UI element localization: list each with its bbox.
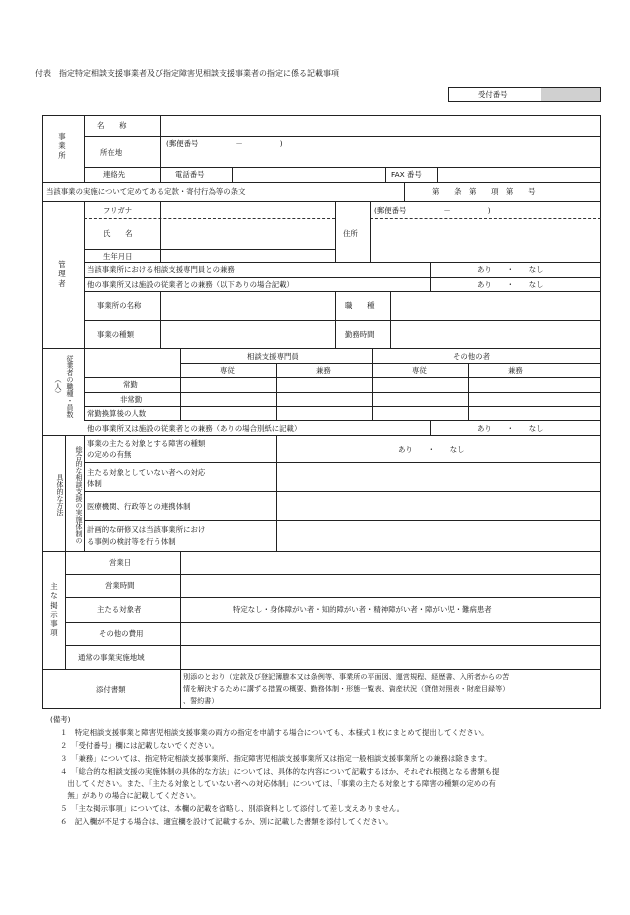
other-dual-header: 兼務 [508,366,523,375]
dual-specialist-choice[interactable]: あり ・ なし [477,265,544,274]
method-section-b: 総合的な相談支援の実施体制の [75,446,83,544]
office-contact-label: 連絡先 [103,170,126,179]
specialist-dual-header: 兼務 [316,366,331,375]
concurrent-label: 他の事業所又は施設の従業者との兼務（ありの場合別紙に記載） [87,424,302,433]
dual-specialist-label: 当該事業所における相談支援専門員との兼務 [87,265,235,274]
note-4c: 無」がありの場合に記載してください。 [60,791,201,800]
other-full-header: 専従 [412,366,427,375]
attach-line3: 、誓約書） [183,696,219,705]
note-4a: ４ 「総合的な相談支援の実施体制の具体的な方法」については、具体的な内容について記載するほか、それぞれ根拠となる書類も提 [60,767,500,776]
specialist-full-header: 専従 [220,366,235,375]
note-6: ６ 記入欄が不足する場合は、適宜欄を設けて記載するか、別に記載した書類を添付してください。 [60,817,393,826]
concurrent-choice[interactable]: あり ・ なし [477,424,544,433]
manager-section-label: 管理者 [58,260,66,288]
specialist-header: 相談支援専門員 [247,352,299,361]
training-line2: る事例の検討等を行う体制 [87,537,176,546]
nontarget-line2: 体制 [87,479,102,488]
target-line1: 事業の主たる対象とする障害の種類 [87,439,206,448]
note-1: １ 特定相談支援事業と障害児相談支援事業の両方の指定を申請する場合についても、本様式１枚にまとめて提出してください。 [60,728,489,737]
main-target-value[interactable]: 特定なし・身体障がい者・知的障がい者・精神障がい者・障がい児・難病患者 [233,605,492,614]
method-section-a: 具体的な方法 [56,474,64,516]
job-label: 職 種 [345,301,375,310]
dual-other-label: 他の事業所又は施設の従業者との兼務（以下ありの場合記載） [87,280,294,289]
attach-line2: 情を解決するために講ずる措置の概要、勤務体制・形態一覧表、資産状況（貸借対照表・財産目録等） [183,684,510,693]
business-days-label: 営業日 [109,558,132,567]
manager-postal: (郵便番号 － ) [374,206,491,215]
note-5: ５ 「主な掲示事項」については、本欄の記載を省略し、別添資料として添付して差し支えありません。 [60,804,404,813]
nontarget-line1: 主たる対象としていない者への対応 [87,468,206,477]
business-kind-label: 事業の種類 [97,330,134,339]
form-title: 付表 指定特定相談支援事業者及び指定障害児相談支援事業者の指定に係る記載事項 [35,69,339,78]
office-address-label: 所在地 [100,148,123,157]
furigana-label: フリガナ [103,206,133,215]
target-choice[interactable]: あり ・ なし [398,445,465,454]
office-tel-label: 電話番号 [175,170,205,179]
notice-section-label: 主な掲示事項 [50,582,58,638]
staff-section-label: 従業者の職種・員数（人） [54,354,74,418]
manager-name-label: 氏 名 [103,229,133,238]
articles-label: 当該事業の実施について定めてある定款・寄付行為等の条文 [46,187,246,196]
business-hours-label: 営業時間 [105,581,135,590]
note-4b: 出してください。また、「主たる対象としていない者への対応体制」については、「事業の主たる対象とする障害の種類の定めの有 [60,779,496,788]
notes-header: (備考) [50,715,71,724]
dual-other-choice[interactable]: あり ・ なし [477,280,544,289]
receipt-number-field[interactable] [541,87,601,102]
main-target-label: 主たる対象者 [97,605,142,614]
articles-value: 第 条 第 項 第 号 [432,187,536,196]
manager-address-label: 住所 [343,229,358,238]
service-area-label: 通常の事業実施地域 [78,653,145,662]
medical-label: 医療機関、行政等との連携体制 [87,502,191,511]
other-office-name-label: 事業所の名称 [97,301,142,310]
office-section-label: 事業所 [58,132,66,160]
office-postal: (郵便番号 － ) [166,139,283,148]
row-converted: 常勤換算後の人数 [87,409,147,418]
office-name-label: 名 称 [97,121,127,130]
receipt-label: 受付番号 [478,90,508,99]
row-parttime: 非常勤 [120,395,143,404]
office-fax-label: FAX 番号 [391,170,422,179]
note-3: ３ 「兼務」については、指定特定相談支援事業所、指定障害児相談支援事業所又は指定一般相談支援事業所との兼務は除きます。 [60,754,492,763]
attach-label: 添付書類 [96,685,126,694]
work-hours-label: 勤務時間 [345,330,375,339]
attach-line1: 別添のとおり（定款及び登記簿謄本又は条例等、事業所の平面図、運営規程、経歴書、入所者からの苦 [183,672,510,681]
training-line1: 計画的な研修又は当該事業所におけ [87,525,206,534]
row-fulltime: 常勤 [123,380,138,389]
target-line2: の定めの有無 [87,450,132,459]
note-2: ２ 「受付番号」欄には記載しないでください。 [60,741,219,750]
birth-label: 生年月日 [103,252,133,261]
other-staff-header: その他の者 [453,352,490,361]
other-fee-label: その他の費用 [99,629,144,638]
